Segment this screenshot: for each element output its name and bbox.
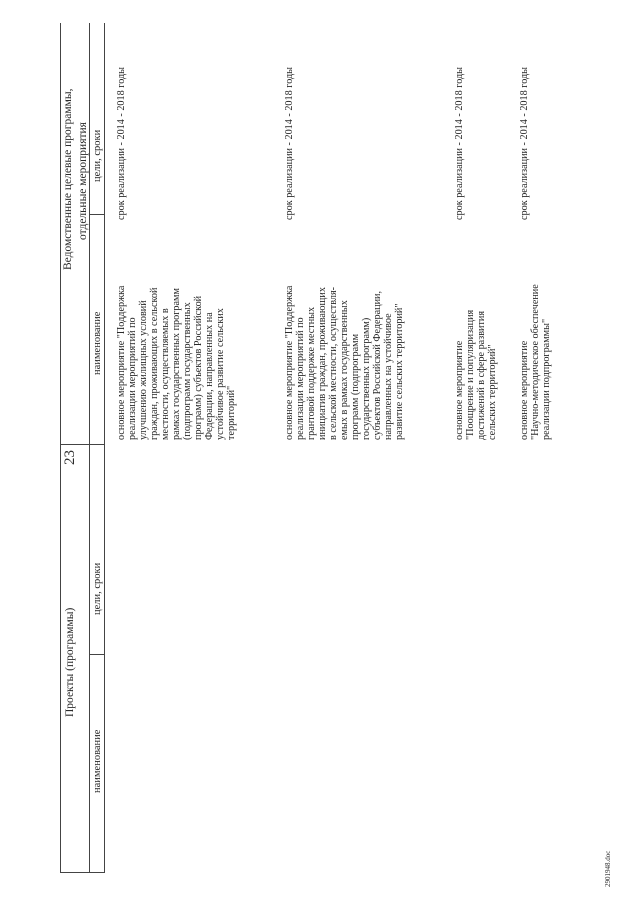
header-bottom-rule	[104, 23, 105, 873]
row-name-line: государственных программ)	[361, 317, 372, 440]
row-name-line: основное мероприятие "Поддержка	[116, 285, 127, 440]
row-name-line: грантовой поддержке местных	[306, 306, 317, 440]
header-col-name-1: наименование	[92, 729, 103, 793]
row-term: срок реализации - 2014 - 2018 годы	[519, 66, 530, 220]
doc-footer: 2901948.doc	[604, 850, 612, 887]
table-left-rule	[60, 872, 105, 873]
row-term: срок реализации - 2014 - 2018 годы	[116, 66, 127, 220]
row-name-line: развитие сельских территорий"	[394, 303, 405, 440]
row-name-line: "Научно-методическое обеспечение	[530, 284, 541, 440]
group-divider-rule	[60, 444, 105, 445]
row-name-line: граждан, проживающих в сельской	[149, 287, 160, 440]
header-group-rule	[89, 23, 90, 873]
row-name-line: в сельской местности, осуществля-	[328, 286, 339, 440]
row-name-line: основное мероприятие	[454, 340, 465, 440]
row-name-line: местности, осуществляемых в	[160, 308, 171, 440]
row-name-line: основное мероприятие "Поддержка	[284, 285, 295, 440]
row-name-line: субъектов Российской Федерации,	[372, 290, 383, 440]
page-number: 23	[62, 450, 78, 465]
row-name-line: емых в рамках государственных	[339, 300, 350, 440]
header-projects: Проекты (программы)	[64, 607, 76, 717]
row-name-line: улучшению жилищных условий	[138, 300, 149, 440]
header-col-goals-2: цели, сроки	[92, 129, 103, 182]
col-divider-rule-1	[89, 654, 105, 655]
row-name-line: территорий"	[226, 385, 237, 440]
row-name-line: программ (подпрограмм	[350, 333, 361, 440]
row-name-line: реализации мероприятий по	[127, 317, 138, 440]
header-col-goals-1: цели, сроки	[92, 562, 103, 615]
header-col-name-2: наименование	[92, 311, 103, 375]
row-name-line: устойчивое развитие сельских	[215, 308, 226, 440]
header-departmental-line2: отдельные мероприятия	[77, 122, 89, 240]
row-name-line: достижений в сфере развития	[476, 310, 487, 440]
row-name-line: сельских территорий"	[487, 344, 498, 440]
row-name-line: "Поощрение и популяризация	[465, 309, 476, 440]
row-name-line: (подпрограмм государственных	[182, 302, 193, 440]
row-name-line: инициатив граждан, проживающих	[317, 287, 328, 440]
row-name-line: программ) субъектов Российской	[193, 295, 204, 440]
table-top-rule	[60, 23, 61, 873]
row-name-line: реализации мероприятий по	[295, 317, 306, 440]
row-name-line: рамках государственных программ	[171, 288, 182, 440]
row-name-line: основное мероприятие	[519, 340, 530, 440]
row-name-line: направленных на устойчивое	[383, 313, 394, 440]
row-term: срок реализации - 2014 - 2018 годы	[284, 66, 295, 220]
row-name-line: Федерации, направленных на	[204, 312, 215, 440]
col-divider-rule-2	[89, 214, 105, 215]
header-departmental-line1: Ведомственные целевые программы,	[62, 88, 74, 270]
row-name-line: реализации подпрограммы"	[541, 318, 552, 440]
row-term: срок реализации - 2014 - 2018 годы	[454, 66, 465, 220]
